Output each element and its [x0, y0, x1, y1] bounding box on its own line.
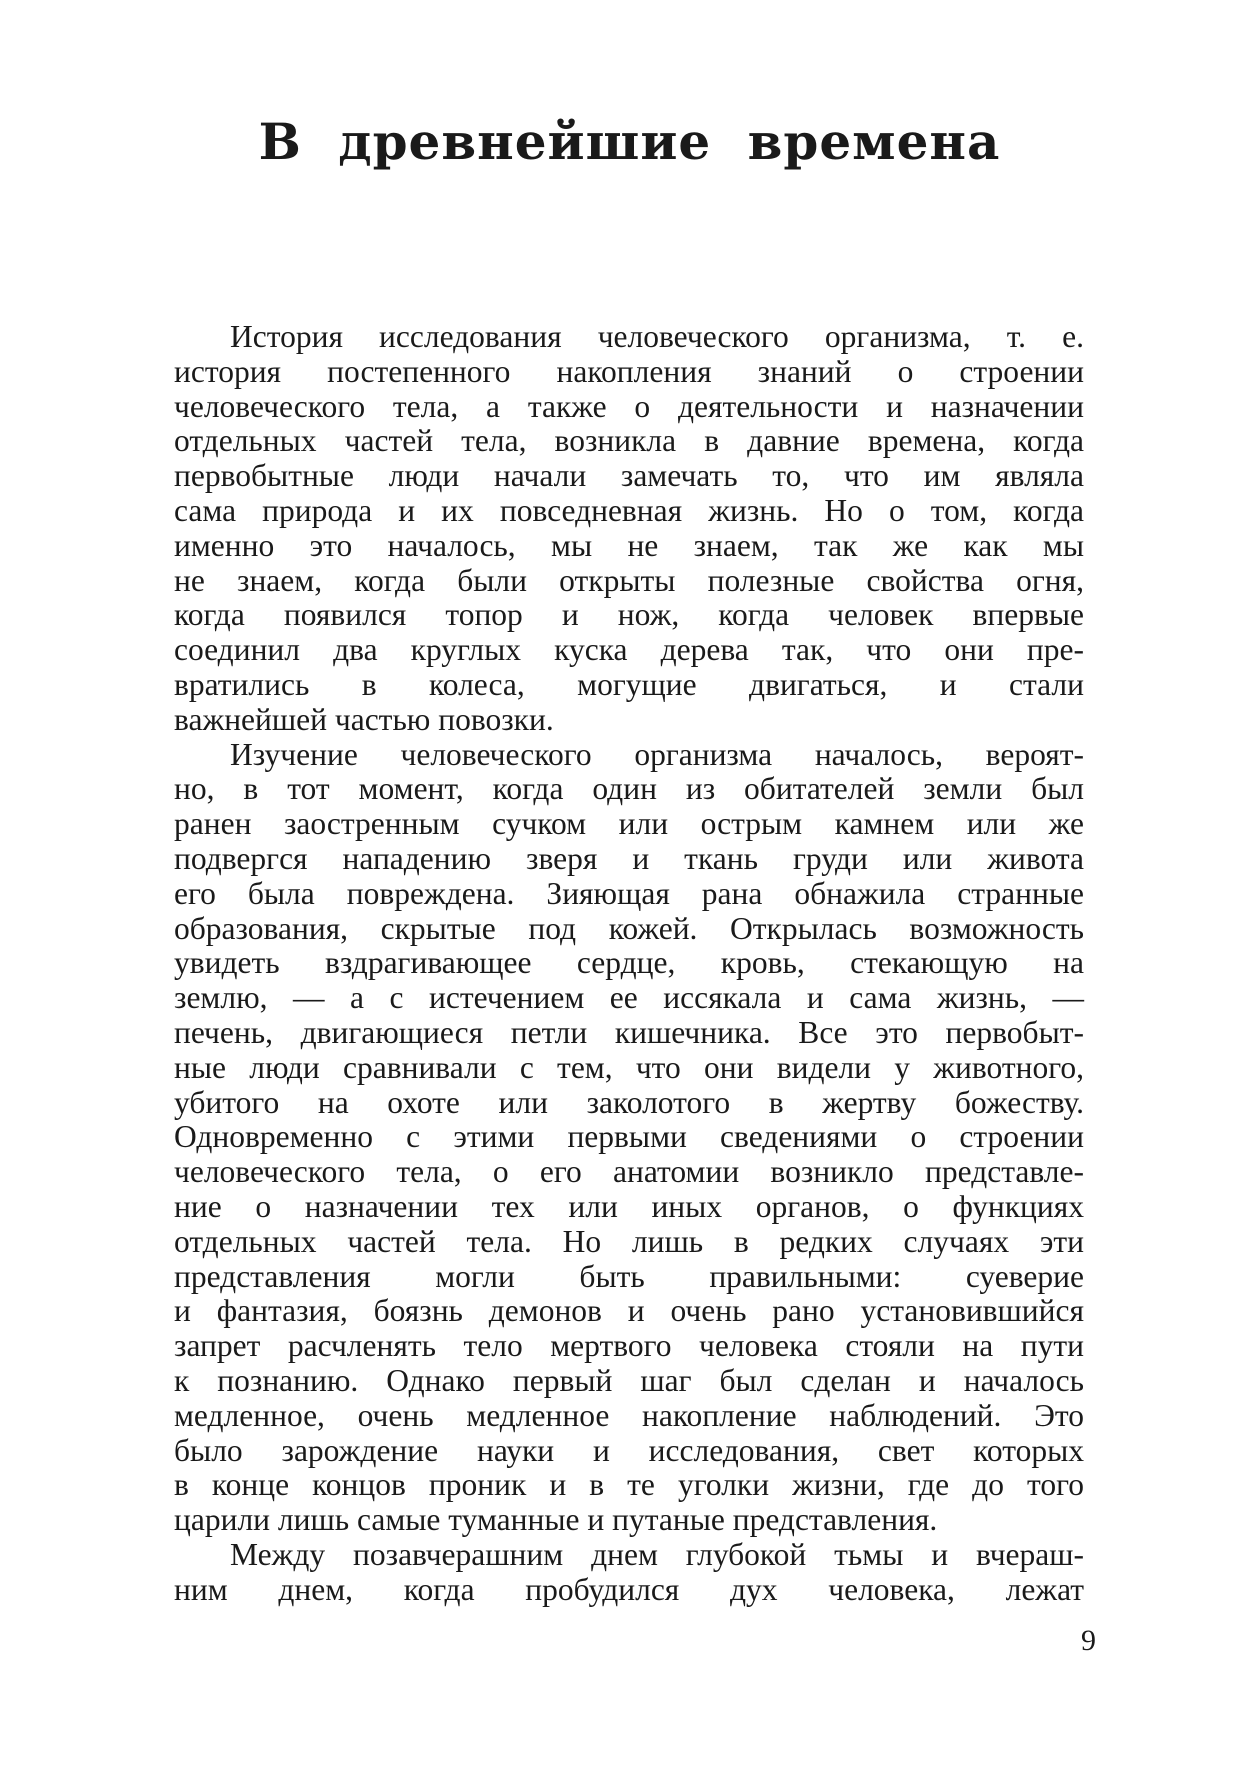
text-line: вратились в колеса, могущие двигаться, и стали: [174, 666, 1084, 702]
text-line: ние о назначении тех или иных органов, о функциях: [174, 1188, 1084, 1224]
text-line: важнейшей частью повозки.: [174, 701, 554, 737]
text-line: к познанию. Однако первый шаг был сделан и началось: [174, 1362, 1084, 1398]
chapter-body: [174, 320, 1084, 1607]
page-number: 9: [1081, 1624, 1096, 1657]
text-line: печень, двигающиеся петли кишечника. Все это первобыт-: [174, 1014, 1084, 1050]
paragraph: [174, 738, 1084, 1538]
text-line: и фантазия, боязнь демонов и очень рано установившийся: [174, 1293, 1084, 1329]
text-line: ним днем, когда пробудился дух человека, лежат: [174, 1571, 1084, 1607]
text-line: образования, скрытые под кожей. Открылась возможность: [174, 910, 1084, 946]
text-line: отдельных частей тела, возникла в давние времена, когда: [174, 423, 1084, 459]
text-line: увидеть вздрагивающее сердце, кровь, стекающую на: [174, 945, 1084, 981]
text-line: не знаем, когда были открыты полезные свойства огня,: [174, 562, 1084, 598]
text-line: в конце концов проник и в те уголки жизни, где до того: [174, 1467, 1084, 1503]
text-line: когда появился топор и нож, когда человек впервые: [174, 597, 1084, 633]
chapter-title: В древнейшие времена: [258, 112, 1001, 171]
text-line: царили лишь самые туманные и путаные представления.: [174, 1502, 938, 1538]
text-line: первобытные люди начали замечать то, что им являла: [174, 458, 1084, 494]
text-line: убитого на охоте или заколотого в жертву божеству.: [174, 1084, 1084, 1120]
text-line: история постепенного накопления знаний о строении: [174, 353, 1084, 389]
text-line: ранен заостренным сучком или острым камнем или же: [174, 806, 1084, 842]
paragraph: [174, 1538, 1084, 1608]
text-line: человеческого тела, о его анатомии возникло представле-: [174, 1154, 1084, 1190]
paragraph: [174, 320, 1084, 738]
text-line: но, в тот момент, когда один из обитателей земли был: [174, 771, 1084, 807]
text-line: его была повреждена. Зияющая рана обнажила странные: [174, 875, 1084, 911]
text-line: подвергся нападению зверя и ткань груди или живота: [174, 840, 1084, 876]
text-line: Между позавчерашним днем глубокой тьмы и вчераш-: [230, 1536, 1084, 1572]
text-line: было зарождение науки и исследования, свет которых: [174, 1432, 1084, 1468]
text-line: Одновременно с этими первыми сведениями о строении: [174, 1119, 1084, 1155]
text-line: Изучение человеческого организма началось, вероят-: [230, 736, 1084, 772]
text-line: отдельных частей тела. Но лишь в редких случаях эти: [174, 1223, 1084, 1259]
text-line: человеческого тела, а также о деятельности и назначении: [174, 388, 1084, 424]
text-line: именно это началось, мы не знаем, так же как мы: [174, 527, 1084, 563]
text-line: соединил два круглых куска дерева так, что они пре-: [174, 632, 1084, 668]
text-line: представления могли быть правильными: суеверие: [174, 1258, 1084, 1294]
text-line: запрет расчленять тело мертвого человека стояли на пути: [174, 1328, 1084, 1364]
text-line: медленное, очень медленное накопление наблюдений. Это: [174, 1397, 1084, 1433]
text-line: сама природа и их повседневная жизнь. Но о том, когда: [174, 492, 1084, 528]
text-line: ные люди сравнивали с тем, что они видели у животного,: [174, 1049, 1084, 1085]
text-line: землю, — а с истечением ее иссякала и сама жизнь, —: [174, 980, 1084, 1016]
text-line: История исследования человеческого организма, т. е.: [230, 319, 1084, 354]
